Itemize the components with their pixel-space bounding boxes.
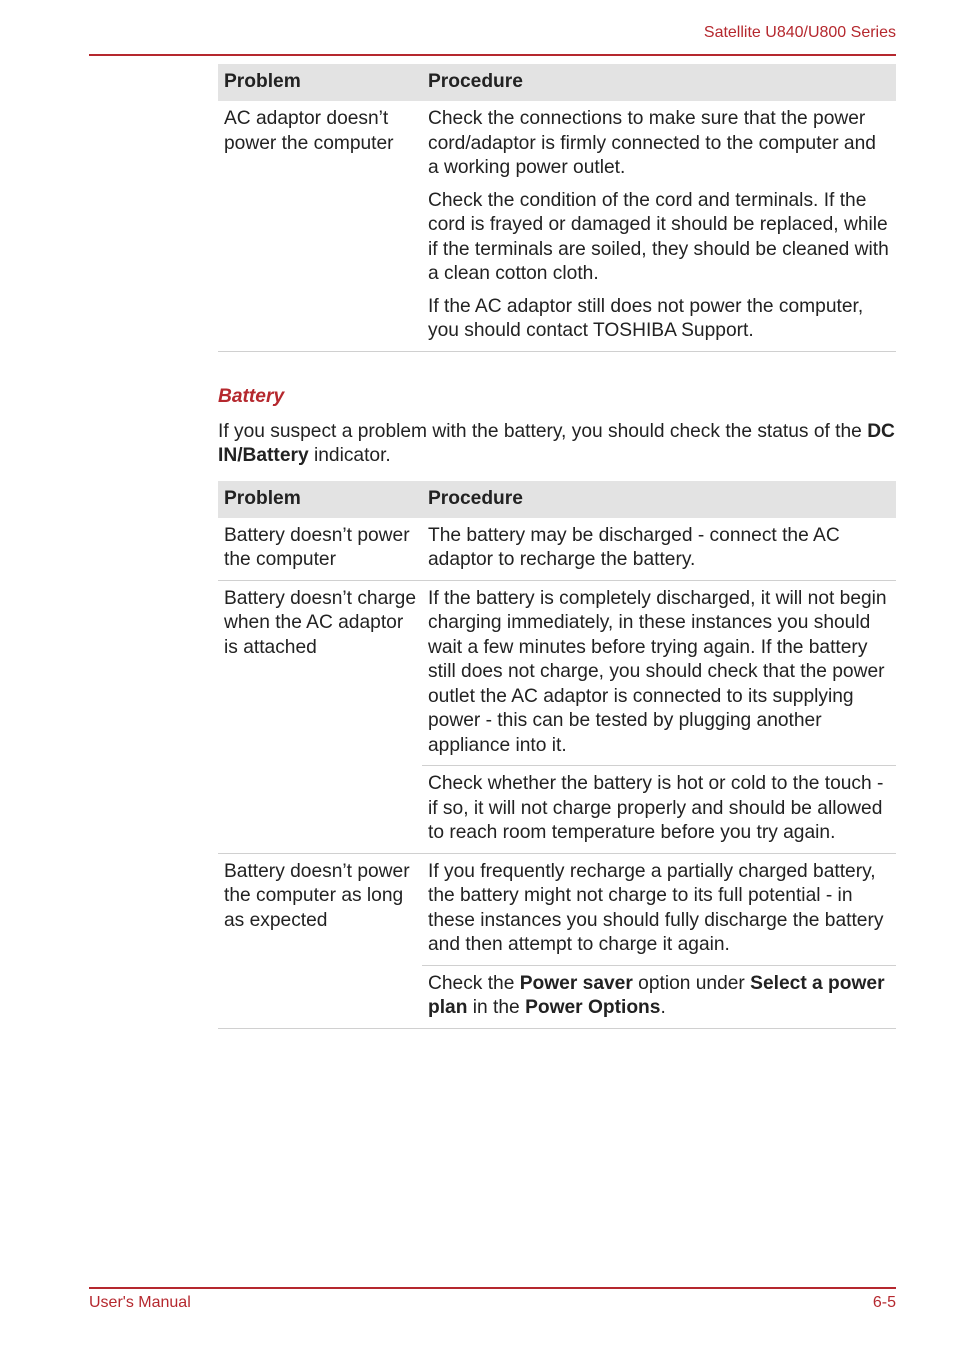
ac-adaptor-table (218, 64, 896, 352)
intro-text: If you suspect a problem with the battery, you should check the status of the (218, 420, 868, 442)
table-header-row (218, 481, 896, 518)
procedure-paragraph: Check the condition of the cord and terminals. If the cord is frayed or damaged it should be replaced, while if the terminals are soiled, they should be cleaned with a clean cotton cloth. (428, 189, 889, 284)
table-row (218, 101, 896, 351)
battery-intro (218, 420, 896, 469)
procedure-cell: If you frequently recharge a partially charged battery, the battery might not charge to its full potential - in these instances you should fully discharge the battery and then attempt to charge it again. (422, 853, 896, 965)
procedure-bold-term: Select a power plan (428, 972, 885, 1018)
header-rule (89, 54, 896, 56)
problem-cell: Battery doesn’t power the computer (218, 518, 422, 581)
procedure-bold-term: Power Options (525, 997, 661, 1018)
procedure-bold-term: Power saver (519, 972, 633, 994)
problem-cell: Battery doesn’t power the computer as long as expected (218, 853, 422, 1028)
procedure-text: in the (467, 997, 526, 1018)
footer-rule (89, 1287, 896, 1289)
procedure-cell: The battery may be discharged - connect the AC adaptor to recharge the battery. (422, 518, 896, 581)
procedure-cell: Check whether the battery is hot or cold to the touch - if so, it will not charge properly and should be allowed to reach room temperature before you try again. (422, 766, 896, 854)
procedure-cell (422, 965, 896, 1028)
problem-cell: AC adaptor doesn’t power the computer (218, 101, 422, 351)
procedure-text: Check the (428, 972, 520, 994)
procedure-text: . (660, 997, 666, 1018)
column-header-procedure: Procedure (422, 481, 896, 518)
running-header: Satellite U840/U800 Series (703, 24, 896, 41)
page-number: 6-5 (872, 1294, 896, 1311)
table-header-row (218, 64, 896, 101)
footer-manual-title: User's Manual (89, 1294, 191, 1311)
column-header-problem: Problem (218, 64, 422, 101)
procedure-cell (422, 101, 896, 351)
intro-text: indicator. (308, 445, 391, 466)
intro-bold-indicator: DC IN/Battery (218, 420, 895, 466)
battery-table (218, 481, 896, 1029)
page-content (218, 64, 896, 1029)
section-heading-battery: Battery (218, 385, 285, 407)
procedure-paragraph: If the AC adaptor still does not power the computer, you should contact TOSHIBA Support. (428, 295, 864, 341)
column-header-problem: Problem (218, 481, 422, 518)
procedure-cell: If the battery is completely discharged, it will not begin charging immediately, in these instances you should wait a few minutes before trying again. If the battery still does not charge, you should check that the power outlet the AC adaptor is connected to its supplying power - this can be tested by plugging another appliance into it. (422, 580, 896, 766)
procedure-paragraph: Check the connections to make sure that the power cord/adaptor is firmly connected to the computer and a working power outlet. (428, 108, 876, 178)
column-header-procedure: Procedure (422, 64, 896, 101)
table-row (218, 580, 896, 766)
table-row (218, 853, 896, 965)
procedure-text: option under (632, 972, 751, 994)
problem-cell: Battery doesn’t charge when the AC adaptor is attached (218, 580, 422, 853)
table-row (218, 518, 896, 581)
